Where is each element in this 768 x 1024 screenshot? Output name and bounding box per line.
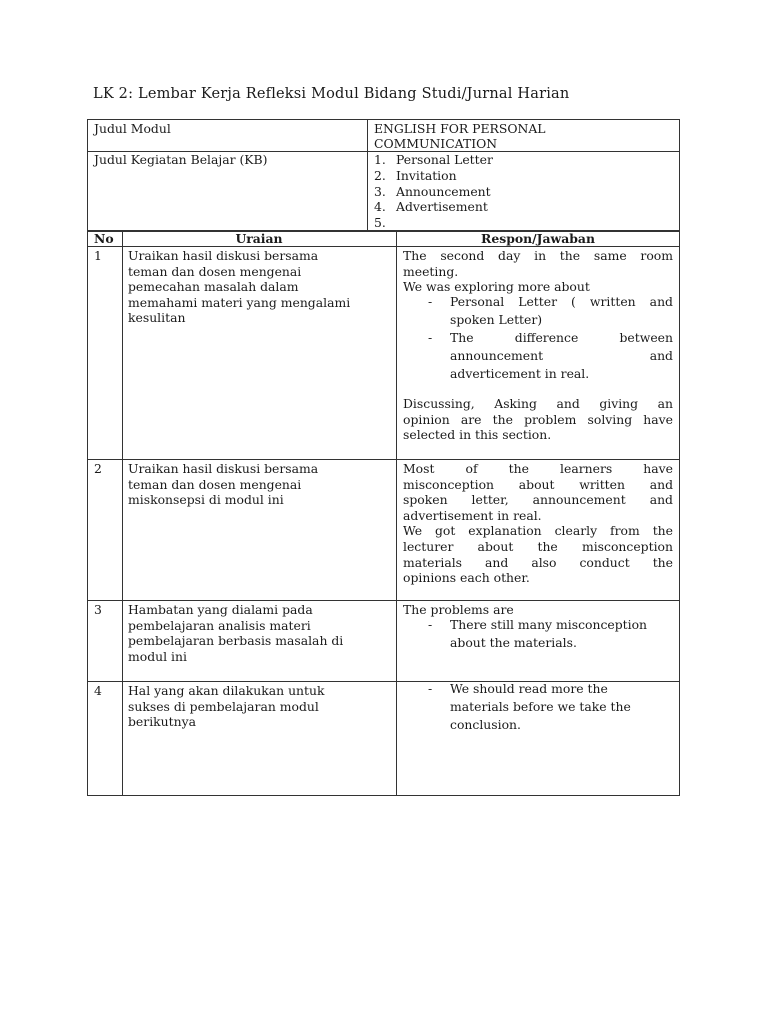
row-respon-intro: The second day in the same room meeting. We was exploring more about <box>403 248 673 295</box>
row-divider <box>87 600 680 601</box>
kb-item: 5. <box>374 215 386 231</box>
info-divider <box>367 119 368 231</box>
row-respon: Most of the learners have misconception about written and spoken letter, announcement and advertisement in real. We got explanation clearly from the lecturer about the misconception materials and also conduct the opinions each other. <box>403 461 673 586</box>
header-respon: Respon/Jawaban <box>481 231 595 246</box>
header-no: No <box>94 231 114 246</box>
kb-list <box>374 152 493 231</box>
modul-value-line1: ENGLISH FOR PERSONAL <box>374 121 546 136</box>
row-uraian: Hambatan yang dialami pada pembelajaran analisis materi pembelajaran berbasis masalah di modul ini <box>128 602 344 664</box>
page-title: LK 2: Lembar Kerja Refleksi Modul Bidang Studi/Jurnal Harian <box>93 86 570 102</box>
row-number: 4 <box>94 683 102 698</box>
col-divider-no <box>122 231 123 796</box>
col-divider-uraian <box>396 231 397 796</box>
row-respon-outro: Discussing, Asking and giving an opinion are the problem solving have selected in this section. <box>403 396 673 443</box>
kb-label: Judul Kegiatan Belajar (KB) <box>94 152 268 167</box>
row-number: 1 <box>94 248 102 263</box>
kb-item: 4. Advertisement <box>374 199 488 215</box>
row-divider <box>87 459 680 460</box>
kb-item: 1. Personal Letter <box>374 152 493 167</box>
modul-value-line2: COMMUNICATION <box>374 136 498 151</box>
row-respon-intro: The problems are <box>403 602 514 617</box>
row-uraian: Uraikan hasil diskusi bersama teman dan dosen mengenai miskonsepsi di modul ini <box>128 461 319 508</box>
header-uraian: Uraian <box>235 231 283 246</box>
kb-item: 2. Invitation <box>374 167 457 183</box>
row-number: 2 <box>94 461 102 476</box>
row-uraian: Uraikan hasil diskusi bersama teman dan dosen mengenai pemecahan masalah dalam memahami materi yang mengalami kesulitan <box>128 248 351 326</box>
kb-item: 3. Announcement <box>374 183 491 199</box>
row-uraian: Hal yang akan dilakukan untuk sukses di pembelajaran modul berikutnya <box>128 683 325 730</box>
row-number: 3 <box>94 602 102 617</box>
modul-label: Judul Modul <box>94 121 171 136</box>
